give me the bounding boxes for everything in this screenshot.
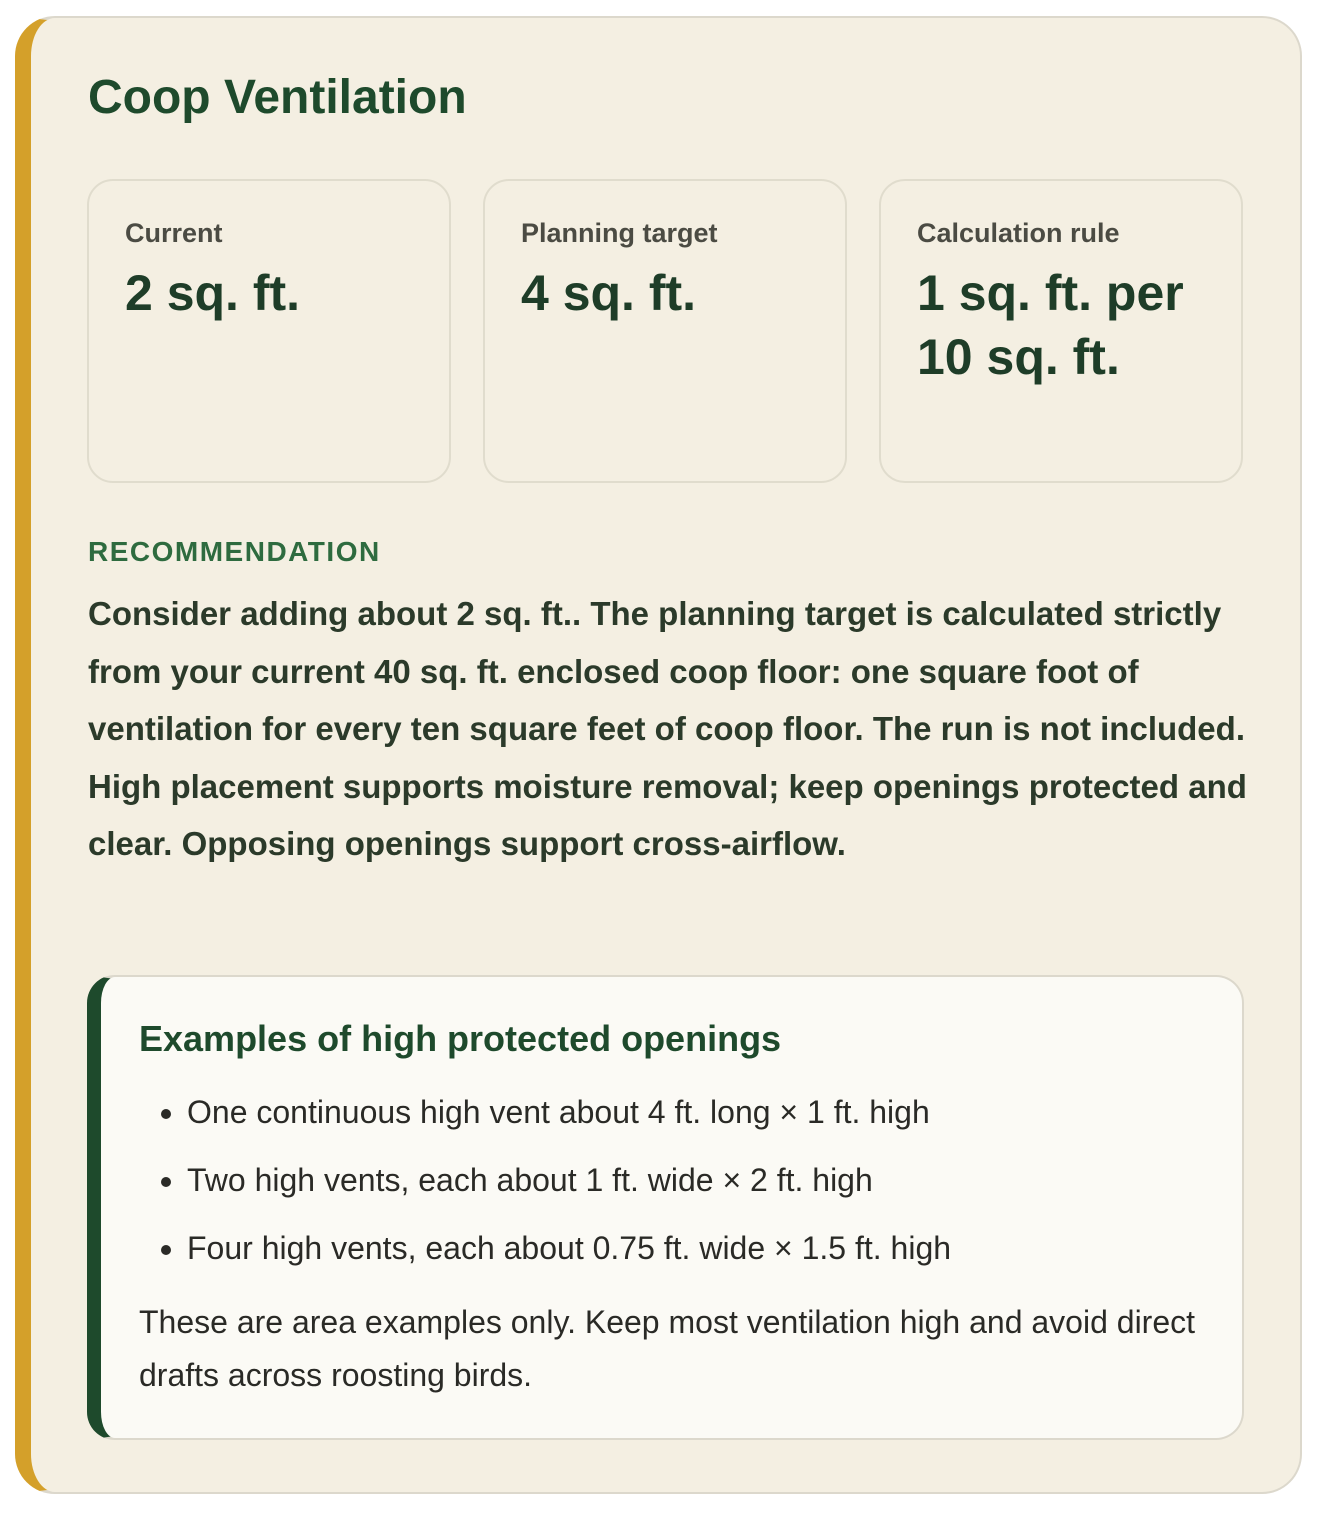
metric-label: Current xyxy=(125,218,223,248)
examples-list xyxy=(139,1078,1206,1282)
recommendation-text: Consider adding about 2 sq. ft.. The planning target is calculated strictly from your current 40 sq. ft. enclosed coop floor: one square foot of ventilation for every ten square feet of coop floor. The run is not included. High placement supports moisture removal; keep openings protected and clear. Opposing openings support cross-airflow. xyxy=(88,595,1247,862)
examples-panel xyxy=(87,975,1244,1440)
metric-value: 2 sq. ft. xyxy=(125,265,301,321)
card-title: Coop Ventilation xyxy=(88,71,467,124)
list-item: • One continuous high vent about 4 ft. long × 1 ft. high xyxy=(187,1078,1206,1146)
metric-value: 1 sq. ft. per 10 sq. ft. xyxy=(917,265,1184,385)
metric-label: Calculation rule xyxy=(917,218,1120,248)
metric-label: Planning target xyxy=(521,218,718,248)
examples-title: Examples of high protected openings xyxy=(139,1018,782,1059)
metric-calculation-rule xyxy=(879,179,1243,483)
metric-planning-target xyxy=(483,179,847,483)
recommendation-heading: RECOMMENDATION xyxy=(88,536,381,567)
ventilation-card xyxy=(15,16,1302,1494)
metric-value: 4 sq. ft. xyxy=(521,265,697,321)
examples-note: These are area examples only. Keep most ventilation high and avoid direct drafts across roosting birds. xyxy=(139,1304,1196,1393)
list-item: • Two high vents, each about 1 ft. wide × 2 ft. high xyxy=(187,1146,1206,1214)
list-item: • Four high vents, each about 0.75 ft. wide × 1.5 ft. high xyxy=(187,1214,1206,1282)
metric-current xyxy=(87,179,451,483)
